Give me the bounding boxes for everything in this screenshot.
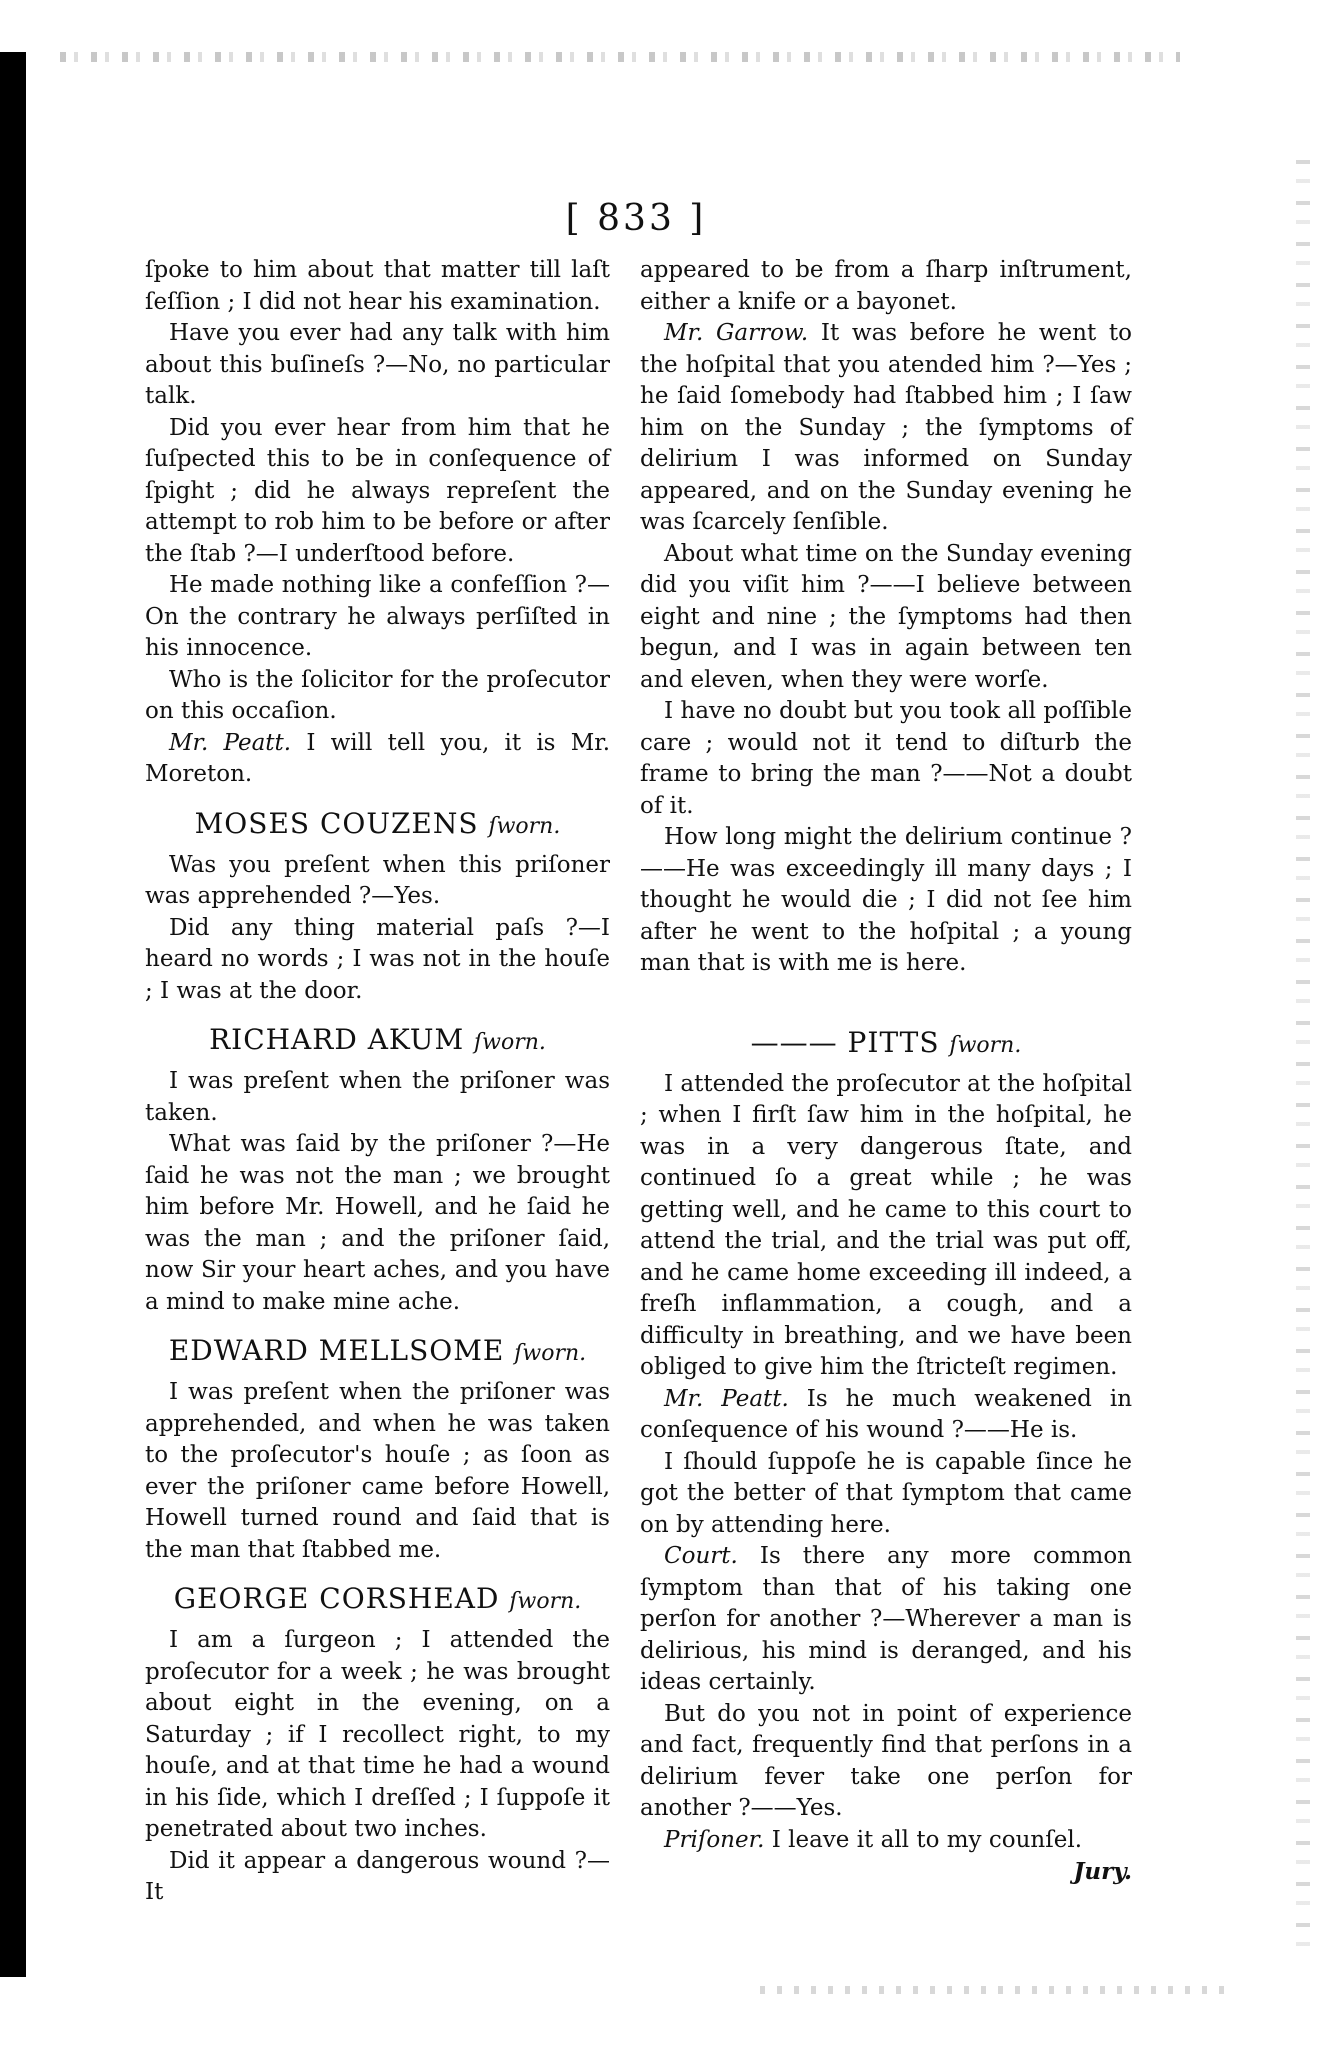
speaker-name: Mr. Garrow.: [664, 320, 809, 346]
paragraph: ſpoke to him about that matter till laſt ſeſſion ; I did not hear his examination.: [145, 257, 610, 315]
paragraph: [640, 318, 1132, 539]
paragraph: I was preſent when the priſoner was apprehended, and when he was taken to the proſecutor's houſe ; as ſoon as ever the priſoner came before Howell, Howell turned round and ſaid that is the man that ſtabbed me.: [145, 1379, 610, 1563]
paragraph: [640, 1384, 1132, 1447]
scan-noise-right-margin: [1296, 160, 1310, 1950]
sworn-label: ſworn.: [949, 1032, 1022, 1058]
paragraph: What was ſaid by the priſoner ?—He ſaid he was not the man ; we brought him before Mr. Howell, and he ſaid he was the man ; and the priſoner ſaid, now Sir your heart aches, and you have a mind to make mine ache.: [145, 1131, 610, 1315]
witness-name: ——— PITTS: [750, 1025, 940, 1059]
spacer: [640, 980, 1132, 1010]
paragraph: I was preſent when the priſoner was taken.: [145, 1068, 610, 1126]
paragraph: Did any thing material paſs ?—I heard no words ; I was not in the houſe ; I was at the door.: [145, 914, 610, 1004]
witness-heading: [145, 807, 610, 844]
paragraph: But do you not in point of experience and fact, frequently find that perſons in a delirium fever take one perſon for another ?——Yes.: [640, 1700, 1132, 1821]
left-column: [145, 255, 610, 1909]
witness-name: RICHARD AKUM: [209, 1023, 465, 1056]
paragraph: [145, 728, 610, 791]
paragraph: Did you ever hear from him that he ſuſpected this to be in conſequence of ſpight ; did he always repreſent the attempt to rob him to be before or after the ſtab ?—I underſtood before.: [145, 414, 610, 567]
paragraph: [640, 1825, 1132, 1857]
right-column: [640, 255, 1132, 1888]
scan-noise-top: [60, 52, 1180, 62]
speech-text: I will tell you, it is Mr. Moreton.: [145, 729, 611, 787]
sworn-label: ſworn.: [514, 1341, 587, 1366]
paragraph: I ſhould ſuppoſe he is capable ſince he got the better of that ſymptom that came on by attending here.: [640, 1448, 1132, 1538]
witness-heading: [145, 1334, 610, 1371]
speech-text: Is there any more common ſymptom than that of his taking one perſon for another ?—Wherever a man is delirious, his mind is deranged, and his ideas certainly.: [640, 1543, 1132, 1695]
witness-name: MOSES COUZENS: [194, 806, 479, 840]
paragraph: Did it appear a dangerous wound ?—It: [145, 1847, 610, 1905]
speech-text: It was before he went to the hoſpital that you atended him ?—Yes ; he ſaid ſomebody had ſtabbed him ; I ſaw him on the Sunday ; the ſymptoms of delirium I was informed on Sunday appeared, and on the Sunday evening he was ſcarcely ſenſible.: [640, 320, 1132, 535]
paragraph: I have no doubt but you took all poſſible care ; would not it tend to diſturb the frame to bring the man ?——Not a doubt of it.: [640, 698, 1132, 819]
paragraph: I am a ſurgeon ; I attended the proſecutor for a week ; he was brought about eight in the evening, on a Saturday ; if I recollect right, to my houſe, and at that time he had a wound in his ſide, which I dreſſed ; I ſuppoſe it penetrated about two inches.: [145, 1627, 610, 1842]
witness-name: GEORGE CORSHEAD: [173, 1582, 500, 1615]
paragraph: I attended the proſecutor at the hoſpital ; when I firſt ſaw him in the hoſpital, he was in a very dangerous ſtate, and continued ſo a great while ; he was getting well, and he came to this court to attend the trial, and the trial was put off, and he came home exceeding ill indeed, a freſh inflammation, a cough, and a difficulty in breathing, and we have been obliged to give him the ſtricteſt regimen.: [640, 1070, 1132, 1380]
paragraph: appeared to be from a ſharp inſtrument, either a knife or a bayonet.: [640, 257, 1132, 315]
speech-text: Is he much weakened in conſequence of his wound ?——He is.: [640, 1385, 1133, 1443]
paragraph: About what time on the Sunday evening did you viſit him ?——I believe between eight and nine ; the ſymptoms had then begun, and I was in again between ten and eleven, when they were worſe.: [640, 540, 1132, 693]
catchword: Jury.: [1073, 1858, 1132, 1885]
paragraph: He made nothing like a confeſſion ?—On the contrary he always perſiſted in his innocence.: [145, 572, 610, 661]
sworn-label: ſworn.: [474, 1030, 546, 1055]
paragraph: How long might the delirium continue ?——He was exceedingly ill many days ; I thought he would die ; I did not ſee him after he went to the hoſpital ; a young man that is with me is here.: [640, 824, 1132, 976]
paragraph: Have you ever had any talk with him about this buſineſs ?—No, no particular talk.: [145, 320, 610, 409]
speaker-name: Mr. Peatt.: [664, 1385, 789, 1412]
page-number: [ 833 ]: [565, 198, 707, 239]
sworn-label: ſworn.: [488, 813, 561, 839]
witness-heading: [145, 1023, 610, 1060]
speech-text: I leave it all to my counſel.: [771, 1826, 1083, 1853]
paragraph: Was you preſent when this priſoner was apprehended ?—Yes.: [145, 851, 610, 909]
sworn-label: ſworn.: [509, 1589, 582, 1614]
witness-heading: [640, 1026, 1132, 1063]
binding-shadow: [0, 52, 26, 1977]
witness-name: EDWARD MELLSOME: [168, 1334, 505, 1367]
speaker-name: Court.: [664, 1543, 738, 1569]
witness-heading: [145, 1582, 610, 1619]
paragraph: Who is the ſolicitor for the proſecutor on this occaſion.: [145, 666, 610, 724]
paragraph: [640, 1541, 1132, 1699]
speaker-name: Priſoner.: [664, 1826, 765, 1853]
scan-noise-bottom: [760, 1986, 1230, 1994]
speaker-name: Mr. Peatt.: [169, 729, 292, 756]
